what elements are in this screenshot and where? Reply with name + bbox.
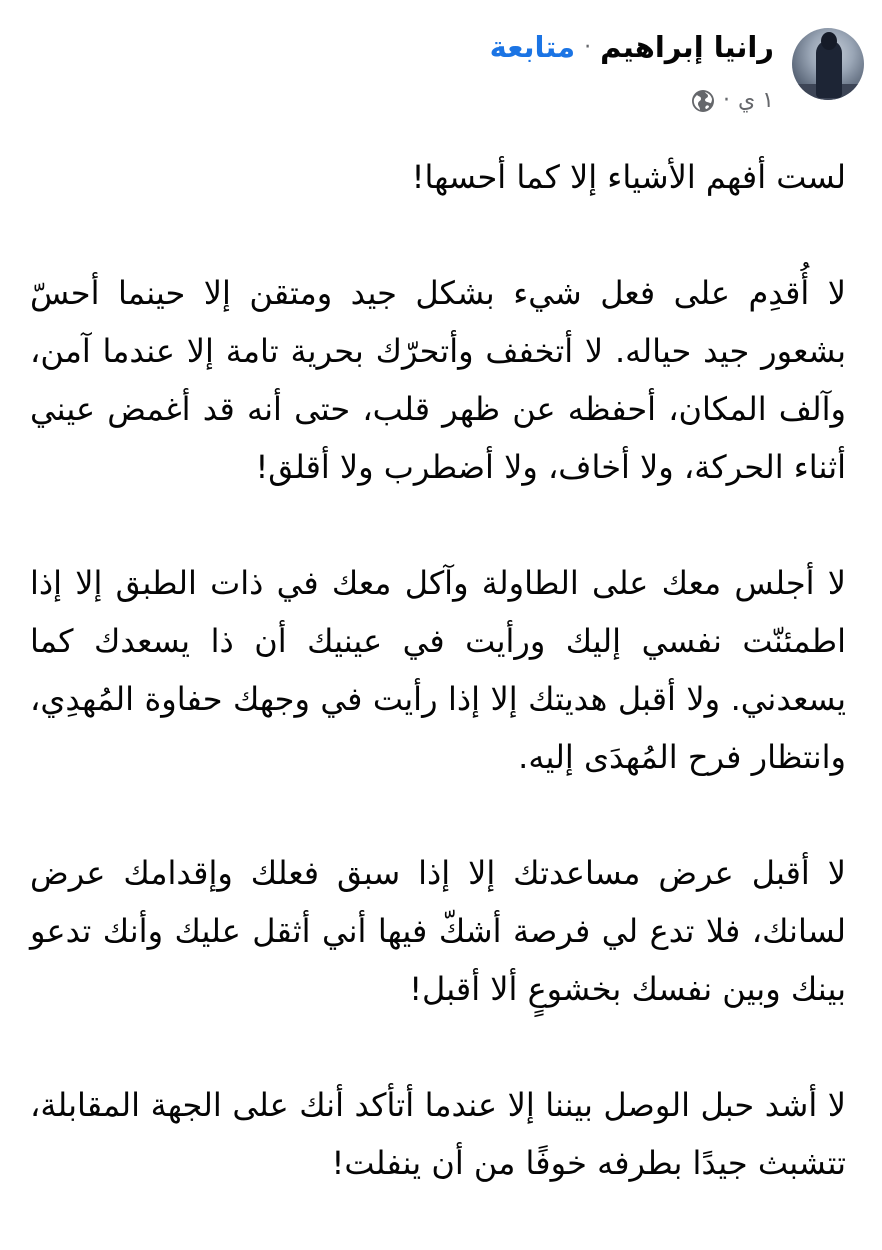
post-paragraph: لا أجلس معك على الطاولة وآكل معك في ذات الطبق إلا إذا اطمئنّت نفسي إليك ورأيت في عينيك أن ذا يسعدك كما يسعدني. ولا أقبل هديتك إلا إذا رأيت في وجهك حفاوة المُهدِي، وانتظار فرح المُهدَى إليه. — [30, 564, 846, 776]
follow-button[interactable]: متابعة — [489, 30, 576, 64]
post-paragraph: لا أقبل عرض مساعدتك إلا إذا سبق فعلك وإقدامك عرض لسانك، فلا تدع لي فرصة أشكّ فيها أني أثقل عليك وأنك تدعو بينك وبين نفسك بخشوعٍ ألا أقبل! — [30, 854, 846, 1008]
post-paragraph: لا أشد حبل الوصل بيننا إلا عندما أتأكد أنك على الجهة المقابلة، تتشبث جيدًا بطرفه خوفًا من أن ينفلت! — [30, 1086, 846, 1182]
post-paragraph: لست أفهم الأشياء إلا كما أحسها! — [411, 158, 846, 196]
avatar-head — [821, 32, 837, 50]
separator-dot: · — [584, 34, 592, 60]
author-row — [490, 30, 774, 64]
globe-icon[interactable] — [691, 89, 715, 113]
meta-separator-dot: · — [722, 88, 730, 113]
post-timestamp[interactable]: ١ ي — [737, 88, 774, 113]
post-paragraph: لا أُقدِم على فعل شيء بشكل جيد ومتقن إلا حينما أحسّ بشعور جيد حياله. لا أتخفف وأتحرّك بحرية تامة إلا عندما آمن، وآلف المكان، أحفظه عن ظهر قلب، حتى أنه قد أغمض عيني أثناء الحركة، ولا أخاف، ولا أضطرب ولا أقلق! — [30, 274, 846, 486]
avatar[interactable] — [792, 28, 864, 100]
author-name[interactable]: رانيا إبراهيم — [600, 30, 774, 64]
post-body — [30, 148, 846, 1250]
post-header — [18, 28, 864, 128]
post-meta — [691, 88, 774, 113]
